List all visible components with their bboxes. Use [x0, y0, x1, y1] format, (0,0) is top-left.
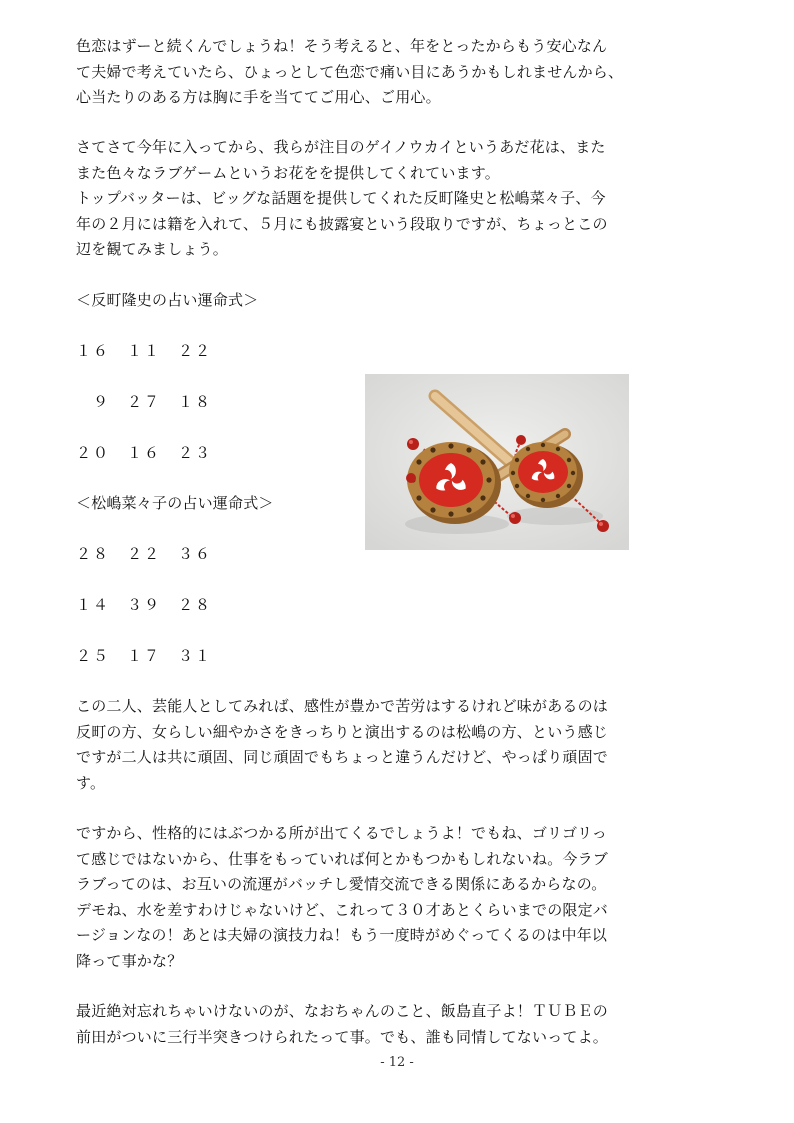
drum-illustration: [365, 374, 629, 550]
text-line: この二人、芸能人としてみれば、感性が豊かで苦労はするけれど味があるのは: [76, 697, 609, 715]
text-line: ージョンなの！あとは夫婦の演技力ね！もう一度時がめぐってくるのは中年以: [76, 926, 608, 944]
text-line: また色々なラブゲームというお花をを提供してくれています。: [76, 164, 500, 182]
text-line: 反町の方、女らしい細やかさをきっちりと演出するのは松嶋の方、という感じ: [76, 723, 609, 741]
text-line: デモね、水を差すわけじゃないけど、これって３０才あとくらいまでの限定バ: [76, 901, 609, 919]
text-line: 心当たりのある方は胸に手を当ててご用心、ご用心。: [76, 88, 441, 106]
text-line: トップバッターは、ビッグな話題を提供してくれた反町隆史と松嶋菜々子、今: [76, 189, 606, 207]
sorimachi-row: １６ １１ ２２: [76, 342, 213, 360]
matsushima-heading: ＜松嶋菜々子の占い運命式＞: [76, 494, 274, 512]
sorimachi-row: ２０ １６ ２３: [76, 444, 213, 462]
page-number: - 12 -: [380, 1055, 414, 1070]
text-line: て感じではないから、仕事をもっていれば何とかもつかもしれないね。今ラブ: [76, 850, 609, 868]
den-den-daiko-photo: [365, 374, 629, 550]
sorimachi-heading: ＜反町隆史の占い運命式＞: [76, 291, 259, 309]
matsushima-row: ２８ ２２ ３６: [76, 545, 213, 563]
matsushima-row: ２５ １７ ３１: [76, 647, 213, 665]
text-line: 最近絶対忘れちゃいけないのが、なおちゃんのこと、飯島直子よ！ＴＵＢＥの: [76, 1002, 609, 1020]
text-line: ラブってのは、お互いの流運がバッチし愛情交流できる関係にあるからなの。: [76, 875, 607, 893]
sorimachi-row: ９ ２７ １８: [76, 393, 213, 411]
text-line: 色恋はずーと続くんでしょうね！そう考えると、年をとったからもう安心なん: [76, 37, 608, 55]
text-line: 辺を観てみましょう。: [76, 240, 229, 258]
text-line: 前田がついに三行半突きつけられたって事。でも、誰も同情してないってよ。: [76, 1028, 609, 1046]
text-line: 降って事かな？: [76, 952, 183, 970]
text-line: 年の２月には籍を入れて、５月にも披露宴という段取りですが、ちょっとこの: [76, 215, 608, 233]
text-line: さてさて今年に入ってから、我らが注目のゲイノウカイというあだ花は、また: [76, 138, 606, 156]
matsushima-row: １４ ３９ ２８: [76, 596, 213, 614]
text-line: す。: [76, 774, 106, 792]
text-line: ですが二人は共に頑固、同じ頑固でもちょっと違うんだけど、やっぱり頑固で: [76, 748, 609, 766]
text-line: ですから、性格的にはぶつかる所が出てくるでしょうよ！でもね、ゴリゴリっ: [76, 824, 607, 842]
text-line: て夫婦で考えていたら、ひょっとして色恋で痛い目にあうかもしれませんから、: [76, 63, 624, 81]
